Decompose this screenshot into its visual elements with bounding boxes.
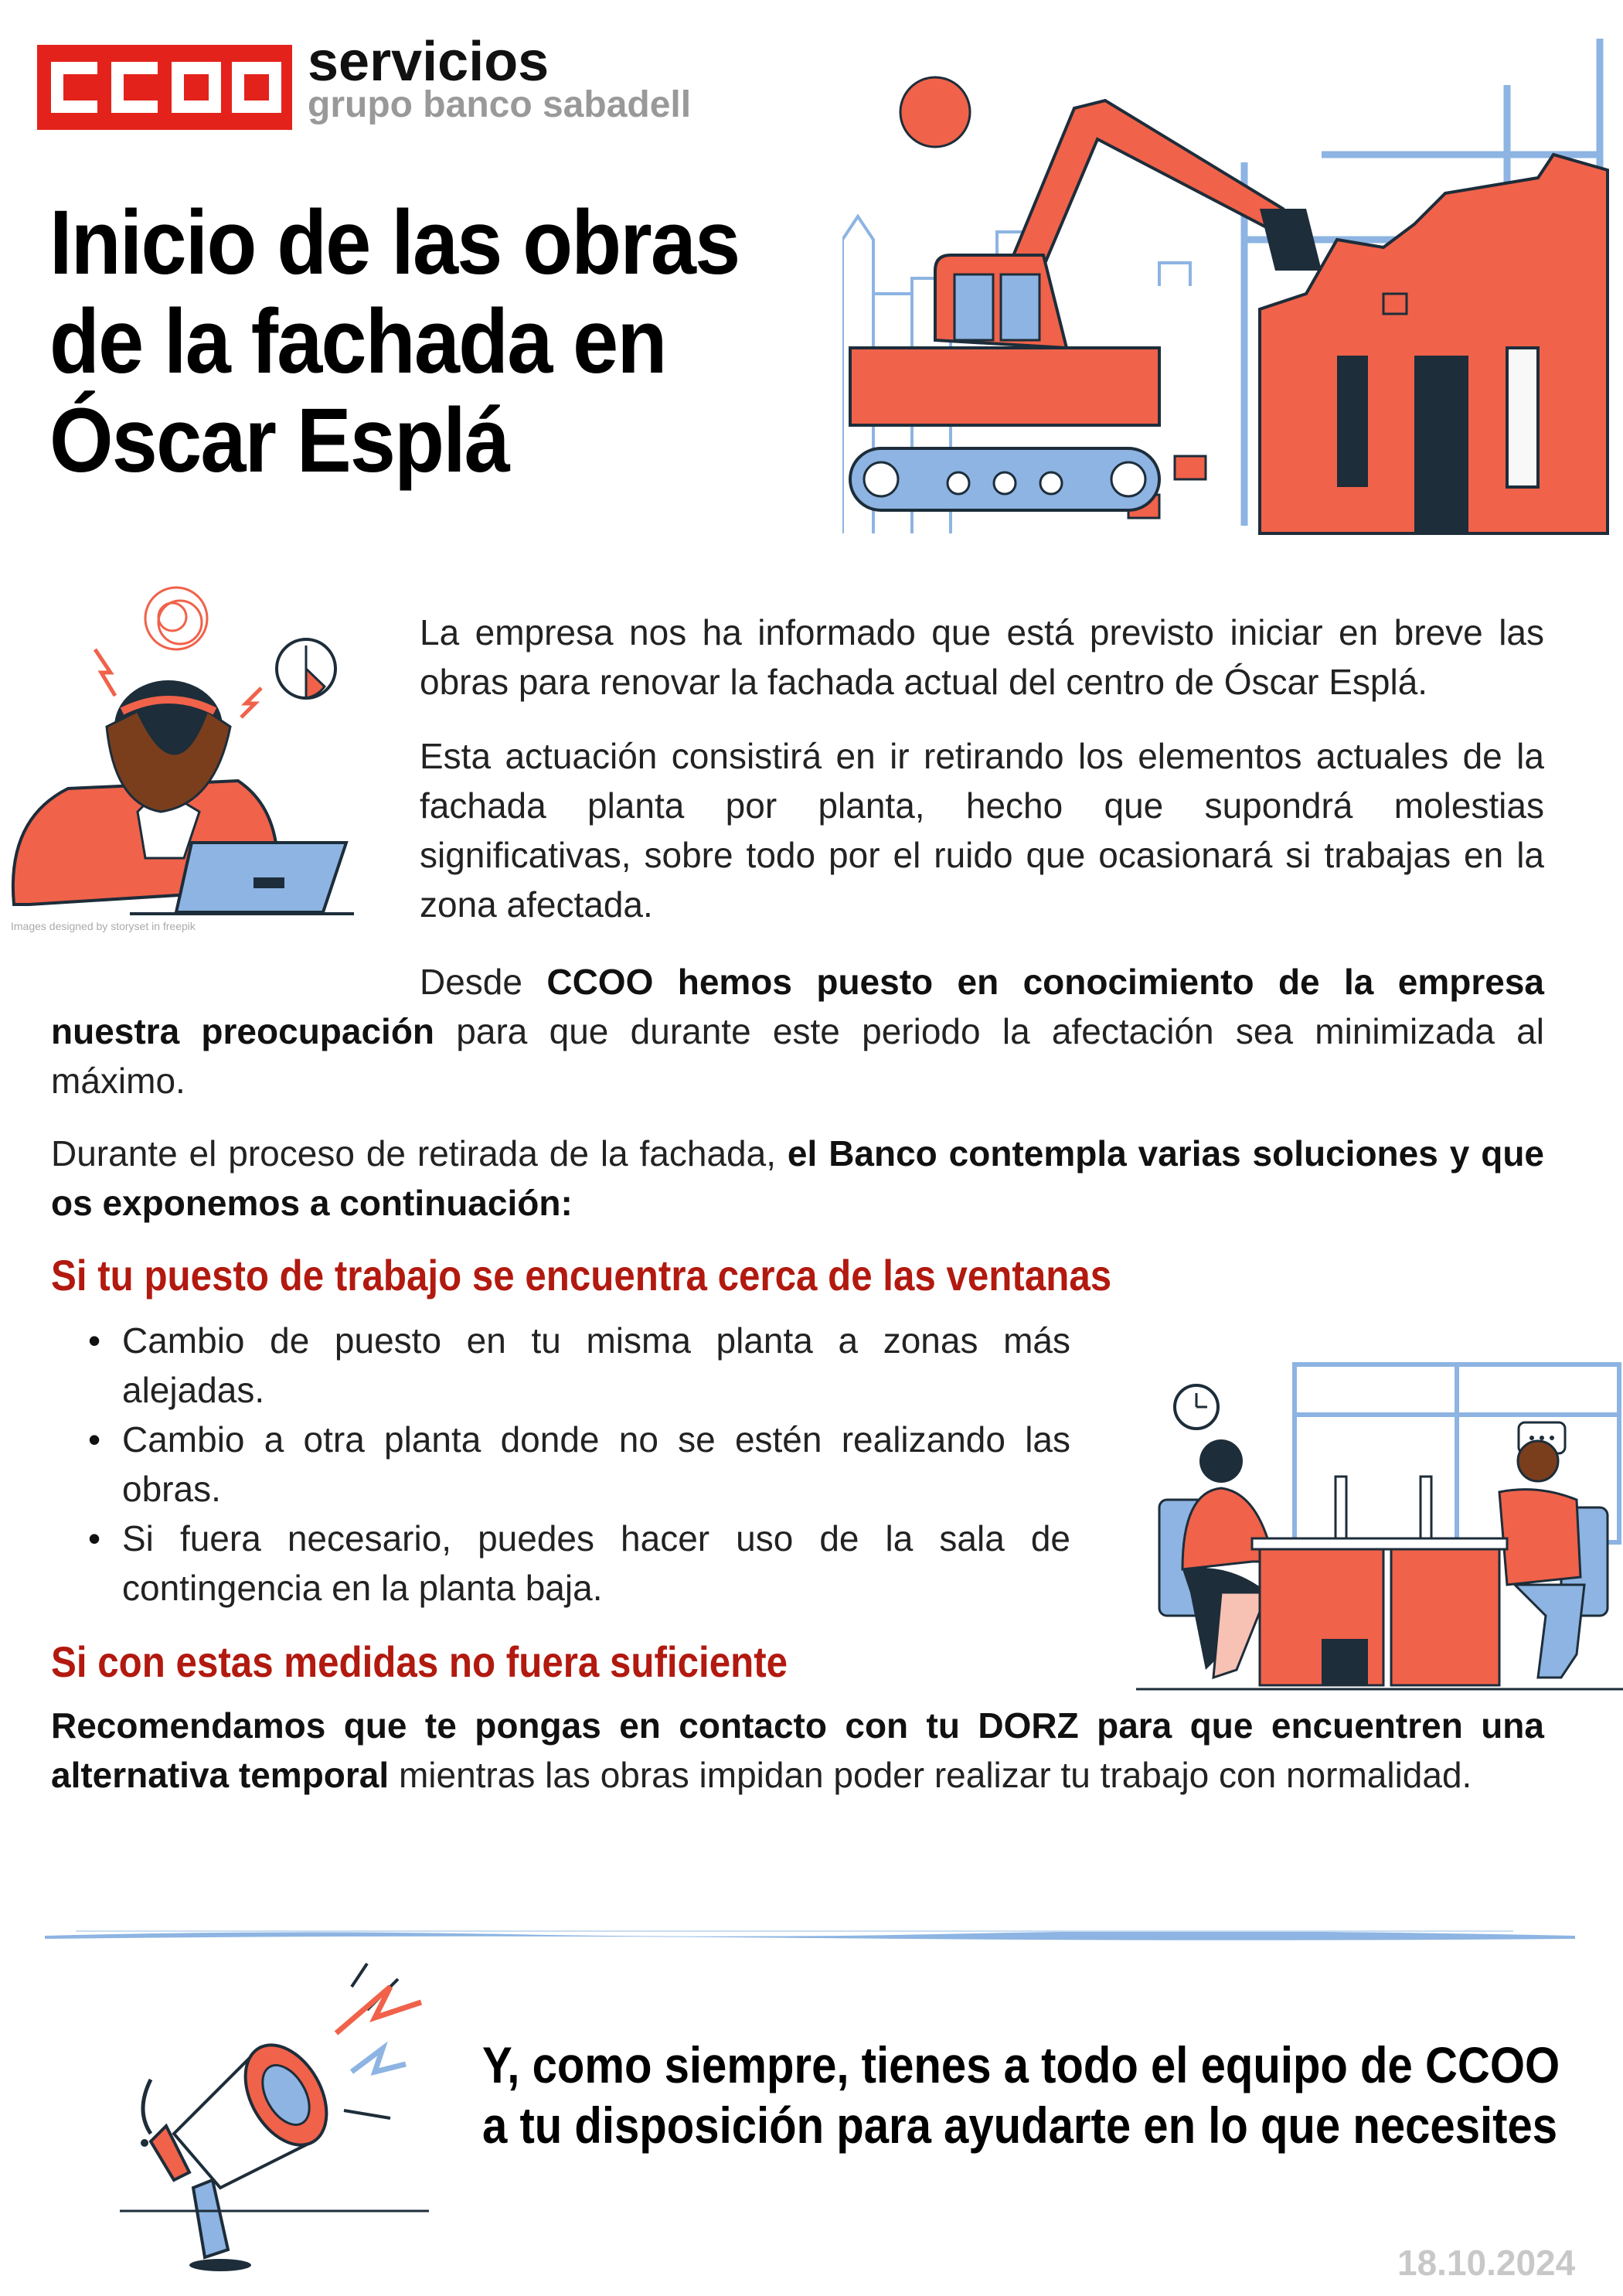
list-item: • Cambio a otra planta donde no se estén realizando las obras. xyxy=(85,1415,1070,1514)
stressed-worker-illustration xyxy=(6,580,354,920)
brand-grupo: grupo banco sabadell xyxy=(308,84,692,125)
megaphone-illustration xyxy=(120,1940,444,2281)
brand-servicios: servicios xyxy=(308,31,550,93)
title-line-3: Óscar Esplá xyxy=(49,390,509,492)
p3-bold: CCOO hemos puesto en conocimiento de la empresa nuestra preocupación xyxy=(51,962,1544,1051)
closing-message xyxy=(482,2035,1560,2155)
p5-bold: Recomendamos que te pongas en contacto con tu DORZ para que encuentren una alternativa temporal xyxy=(51,1705,1544,1795)
p3-rest: para que durante este periodo la afectación sea minimizada al máximo. xyxy=(51,1011,1544,1101)
p4-lead: Durante el proceso de retirada de la fachada, xyxy=(51,1133,788,1174)
p3-lead: Desde xyxy=(420,962,547,1002)
title-line-2: de la fachada en xyxy=(49,291,666,393)
paragraph-contact-dorz xyxy=(51,1701,1544,1800)
section-heading-insufficient: Si con estas medidas no fuera suficiente xyxy=(51,1637,788,1686)
list-item: • Si fuera necesario, puedes hacer uso de la sala de contingencia en la planta baja. xyxy=(85,1514,1070,1613)
closing-line-1: Y, como siempre, tienes a todo el equipo de CCOO xyxy=(482,2036,1560,2093)
paragraph-solutions xyxy=(51,1129,1544,1228)
excavator-illustration xyxy=(842,39,1623,564)
office-workers-illustration xyxy=(1136,1361,1623,1701)
ccoo-logo-mark xyxy=(37,45,292,130)
title-line-1: Inicio de las obras xyxy=(49,192,740,294)
paragraph-concern xyxy=(51,957,1544,1105)
p5-rest: mientras las obras impidan poder realizar tu trabajo con normalidad. xyxy=(389,1755,1472,1795)
list-item: • Cambio de puesto en tu misma planta a zonas más alejadas. xyxy=(85,1316,1070,1415)
solutions-list xyxy=(85,1316,1070,1613)
p4-bold: el Banco contempla varias soluciones y que os exponemos a continuación: xyxy=(51,1133,1544,1223)
intro-paragraph-1: La empresa nos ha informado que está previsto iniciar en breve las obras para renovar la fachada actual del centro de Óscar Esplá. xyxy=(420,612,1544,702)
ccoo-logo xyxy=(37,45,292,130)
section-heading-windows: Si tu puesto de trabajo se encuentra cerca de las ventanas xyxy=(51,1251,1112,1300)
publication-date: 18.10.2024 xyxy=(1397,2243,1576,2283)
closing-line-2: a tu disposición para ayudarte en lo que necesites xyxy=(482,2097,1558,2154)
intro-paragraph-2: Esta actuación consistirá en ir retirando los elementos actuales de la fachada planta por planta, hecho que supondrá molestias significativas, sobre todo por el ruido que ocasionará si trabajas en la zona afectada. xyxy=(420,736,1544,925)
illustration-credit: Images designed by storyset in freepik xyxy=(11,920,196,932)
page-title xyxy=(49,193,745,490)
